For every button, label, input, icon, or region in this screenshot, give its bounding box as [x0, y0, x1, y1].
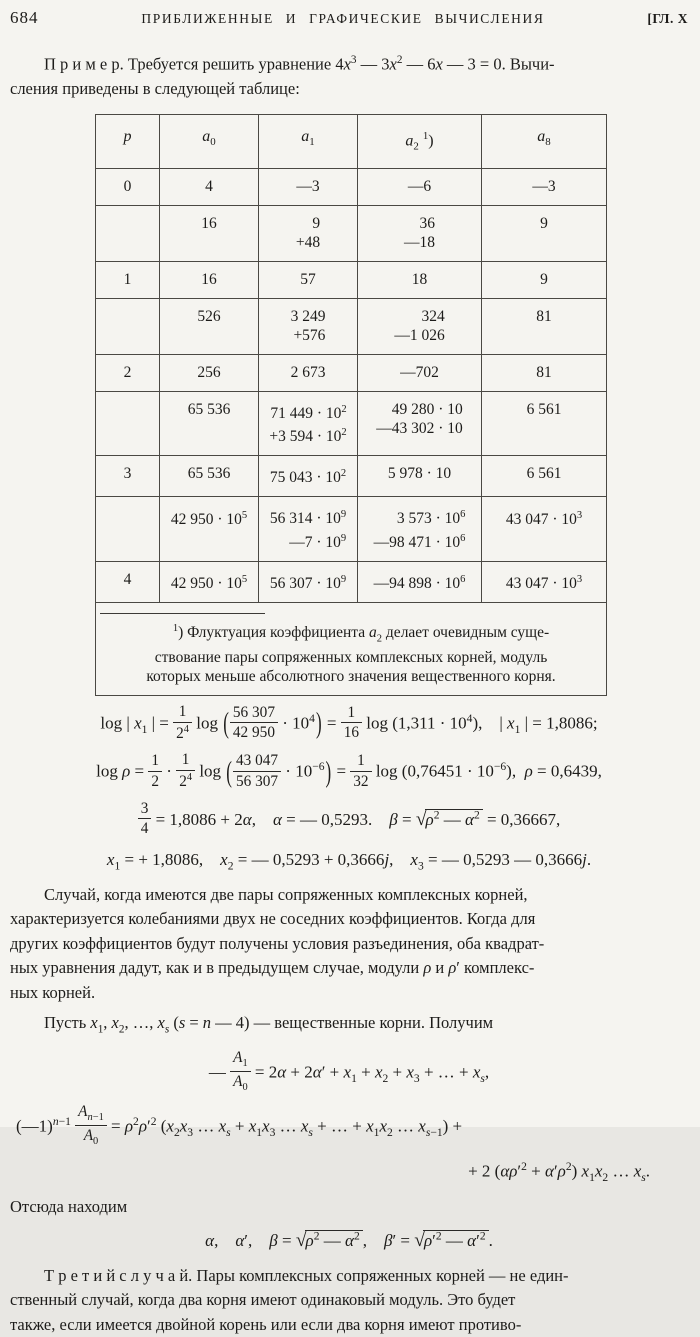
table-row [96, 299, 607, 355]
cell-value: 81 [536, 308, 552, 326]
cell-value: —94 $898 \cdot 10^6$ [373, 573, 466, 592]
table-cell [96, 206, 160, 262]
cell-value: 4 [123, 570, 132, 588]
table-cell [482, 497, 607, 561]
cell-value: 16 [201, 271, 217, 289]
table-cell [358, 299, 482, 355]
cell-value: 81 [536, 364, 552, 382]
cell-value: 18 [411, 271, 428, 289]
cell-value: 71 $449 \cdot 10^2$ +3 $594 \cdot 10^2$ [269, 404, 347, 446]
cell-value: 56 $314 \cdot 10^9$ —7 · $10^9$ [269, 509, 347, 551]
table-cell [96, 392, 160, 456]
equation-log-rho: log ρ = $\frac{1}{2}$ · $\frac{1}{2^4}$ log ( $\frac{43 047}{56 307}$ · $10^{-6}$) = $\frac{1}{32}$ $\log (0,76451 \cdot 10^{-6})$, ρ = 0,6439, [96, 751, 602, 791]
calc-table-wrap [95, 114, 688, 697]
calc-table [95, 114, 607, 697]
table-cell [482, 262, 607, 299]
footnote-text: $^1$) Флуктуация коэффициента $a_2$ делает очевидным суще- ствование пары сопряженных комплексных корней, модуль которых меньше абсолютного значения вещественного корня. [146, 622, 556, 686]
table-row [96, 169, 607, 206]
table-cell [482, 206, 607, 262]
cell-value: 56 $307 \cdot 10^9$ [269, 573, 347, 592]
table-cell [96, 262, 160, 299]
column-header: $a_2$ $^1$) [358, 114, 482, 169]
cell-value: —3 [296, 178, 320, 196]
cell-value: 3 249 +576 [290, 308, 326, 345]
equation-log-x1: log | $x_1$ | = $\frac{1}{2^4}$ log ( $\frac{56 307}{42 950}$ · $10^4$) = $\frac{1}{16}$ $\log (1,311 \cdot 10^4)$, | $x_1$ | = 1,8086; [100, 703, 598, 742]
cell-value: 43 $047 \cdot 10^3$ [505, 509, 583, 528]
cell-value: 43 $047 \cdot 10^3$ [505, 573, 583, 592]
table-cell [358, 392, 482, 456]
table-cell [358, 456, 482, 497]
footnote-rule [100, 613, 265, 614]
table-cell [358, 561, 482, 602]
table-cell [96, 355, 160, 392]
table-cell [259, 355, 358, 392]
text-otsyuda: Отсюда находим [10, 1196, 128, 1216]
table-cell [259, 497, 358, 561]
column-header: $a_0$ [160, 114, 259, 169]
paragraph-third-case: Т р е т и й с л у ч а й. Пары комплексных сопряженных корней — не един- ственный случай, когда два корня имеют одинаковый модуль. Это будет также, если имеется двойной корень или если два корня имеют противо- [10, 1265, 569, 1334]
footnote-row [96, 602, 607, 695]
cell-value: 4 [205, 178, 213, 196]
table-cell [358, 262, 482, 299]
table-cell [358, 169, 482, 206]
cell-value: 42 $950 \cdot 10^5$ [170, 573, 248, 592]
table-cell [482, 392, 607, 456]
table-cell [160, 169, 259, 206]
cell-value: 1 [123, 271, 132, 289]
cell-value: 16 [201, 215, 217, 233]
cell-value: 36 —18 [404, 215, 435, 252]
cell-value: 3 $573 \cdot 10^6$ —98 $471 \cdot 10^6$ [373, 509, 466, 551]
cell-value: 75 $043 \cdot 10^2$ [269, 468, 347, 487]
table-cell [259, 206, 358, 262]
table-cell [259, 299, 358, 355]
intro-paragraph: П р и м е р. Требуется решить уравнение $4x^3$ — $3x^2$ — 6x — 3 = 0. Вычи- сления приведены в следующей таблице: [10, 54, 555, 98]
table-cell [259, 456, 358, 497]
cell-value: 256 [197, 364, 221, 382]
table-cell [482, 299, 607, 355]
table-row [96, 561, 607, 602]
table-cell [259, 169, 358, 206]
cell-value: 6 561 [526, 401, 562, 419]
equation-beta-beta-prime: α, α′, $\beta = √\rho^2$ — $\alpha^2$ , $\beta' = √\rho'^2$ — $\alpha'^2$ . [205, 1229, 493, 1252]
table-cell [96, 299, 160, 355]
equation-product-line2: + 2 $(\alpha\rho'^2 + \alpha'\rho^2)$ $x_1x_2$ … $x_s$. [468, 1160, 650, 1185]
cell-value: 526 [197, 308, 221, 326]
column-header: p [96, 114, 160, 169]
table-cell [96, 561, 160, 602]
table-row [96, 497, 607, 561]
table-cell [482, 561, 607, 602]
table-row [96, 355, 607, 392]
table-cell [358, 497, 482, 561]
table-cell [160, 497, 259, 561]
column-header: $a_8$ [482, 114, 607, 169]
cell-value: 2 673 [290, 364, 326, 382]
cell-value: —6 [407, 178, 432, 196]
cell-value: 0 [123, 178, 132, 196]
cell-value: 2 [123, 364, 132, 382]
paragraph-complex-roots: Случай, когда имеются две пары сопряженных комплексных корней, характеризуется колебаниями двух не соседних коэффициентов. Когда для других коэффициентов будут получены условия разъединения, оба квадрат- ных уравнения дадут, как и в предыдущем случае, модули ρ и ρ′ комплекс- ных корней. [10, 884, 545, 1002]
calc-table-body [96, 169, 607, 603]
cell-value: 9 +48 [295, 215, 321, 252]
footnote-cell [96, 602, 607, 695]
cell-value: 324 —1 026 [394, 308, 445, 345]
table-cell [96, 497, 160, 561]
table-cell [160, 299, 259, 355]
cell-value: 65 536 [187, 465, 231, 483]
table-row [96, 392, 607, 456]
cell-value: 6 561 [526, 465, 562, 483]
cell-value: 9 [540, 271, 548, 289]
table-cell [160, 392, 259, 456]
cell-value: —702 [400, 364, 439, 382]
equation-alpha-beta: $\frac{3}{4}$ = 1,8086 + 2α, α = — 0,5293. $\beta = √\rho^2$ — $\alpha^2 = 0,36667$, [10, 802, 688, 840]
cell-value: 49 280 · 10 —43 302 · 10 [376, 401, 463, 438]
table-cell [482, 355, 607, 392]
cell-value: 5 978 · 10 [387, 465, 452, 483]
table-cell [358, 355, 482, 392]
cell-value: —3 [532, 178, 556, 196]
cell-value: 65 536 [187, 401, 231, 419]
running-head [10, 8, 688, 28]
running-title: ПРИБЛИЖЕННЫЕ И ГРАФИЧЕСКИЕ ВЫЧИСЛЕНИЯ [141, 11, 545, 26]
column-header: $a_1$ [259, 114, 358, 169]
cell-value: 9 [540, 215, 548, 233]
paragraph-let-roots: Пусть $x_1$, $x_2$, …, $x_s$ (s = n — 4) — вещественные корни. Получим [44, 1013, 494, 1036]
table-cell [358, 206, 482, 262]
equation-roots: $x_1$ = + 1,8086, $x_2$ = — 0,5293 + 0,3666j, $x_3$ = — 0,5293 — 0,3666j. [106, 849, 592, 873]
table-header-row [96, 114, 607, 169]
table-cell [482, 169, 607, 206]
chapter-mark: [ГЛ. X [647, 11, 688, 26]
table-cell [482, 456, 607, 497]
table-cell [96, 169, 160, 206]
table-cell [160, 206, 259, 262]
table-row [96, 456, 607, 497]
cell-value: 42 $950 \cdot 10^5$ [170, 509, 248, 528]
equation-sum-roots: — $\frac{A_1}{A_0}$ = $2\alpha + 2\alpha' + x_1 + x_2 + x_3$ + … + $x_s$, [208, 1049, 490, 1094]
cell-value: 3 [123, 465, 132, 483]
table-cell [160, 262, 259, 299]
table-cell [160, 456, 259, 497]
table-cell [259, 392, 358, 456]
table-cell [160, 561, 259, 602]
equation-product-line1: (—1)$^{n-1}$ $\frac{A_{n-1}}{A_0}$ = $\rho^2\rho'^2$ ($x_2x_3$ … $x_s + x_1x_3$ … $x_s$ + … + $x_1x_2$ … $x_{s-1}$) + [16, 1103, 463, 1148]
table-row [96, 262, 607, 299]
page-number: 684 [10, 8, 39, 27]
table-cell [96, 456, 160, 497]
table-cell [259, 262, 358, 299]
table-cell [259, 561, 358, 602]
table-row [96, 206, 607, 262]
cell-value: 57 [300, 271, 316, 289]
table-cell [160, 355, 259, 392]
